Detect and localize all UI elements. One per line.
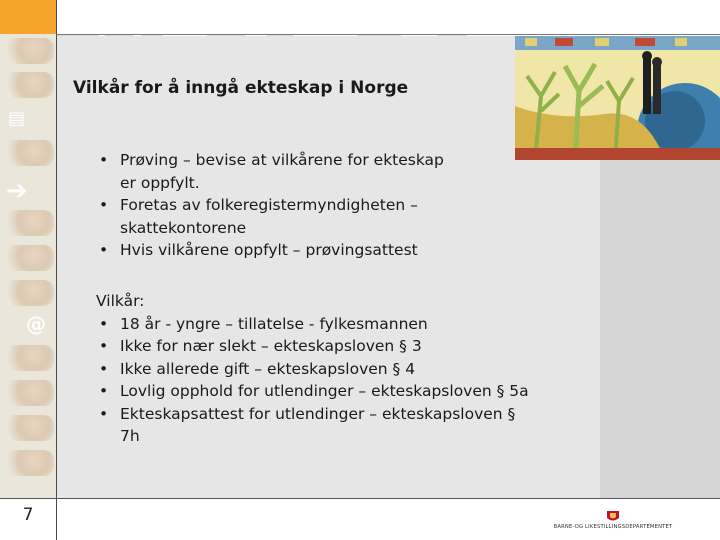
strip-photo [4,345,54,371]
list-item-text: 7h [120,427,140,445]
strip-photo [4,415,54,441]
list-item [96,335,616,358]
strip-photo [4,38,54,64]
bullet: • [99,241,109,259]
bullet: • [99,196,109,214]
conditions-heading: Vilkår: [96,292,145,310]
list-item-text: Lovlig opphold for utlendinger – ekteskapsloven § 5a [120,382,529,400]
conditions-list [96,290,616,448]
divider-bottom [56,498,720,499]
strip-photo [4,380,54,406]
strip-photo [4,450,54,476]
list-item [96,403,616,448]
couple-illustration [515,36,720,160]
bullet: • [99,404,109,423]
ministry-logo [548,510,678,534]
list-item-text: 18 år - yngre – tillatelse - fylkesmannen [120,314,428,333]
norway-coat-of-arms-icon [548,510,678,524]
list-item-text: Foretas av folkeregistermyndigheten – [120,196,418,214]
strip-photo [4,72,54,98]
list-item-text: Ikke for nær slekt – ekteskapsloven § 3 [120,337,422,355]
ministry-name: BARNE-OG LIKESTILLINGSDEPARTEMENTET [553,524,673,530]
page-number: 7 [22,505,34,525]
strip-photo [4,140,54,166]
list-item [96,358,616,381]
right-side-panel [600,160,720,499]
document-icon: ▤ [8,108,26,129]
list-item [96,149,516,194]
bullet-list-proving [96,149,516,262]
bullet: • [99,359,109,378]
strip-photo [4,280,54,306]
list-item [96,380,616,403]
strip-photo [4,210,54,236]
bullet: • [99,151,109,169]
bullet: • [99,382,109,400]
strip-photo [4,245,54,271]
left-photo-strip [0,0,56,540]
at-sign-icon: @ [26,312,46,336]
arrow-right-icon: ➔ [6,176,28,206]
slide-title: Vilkår for å inngå ekteskap i Norge [73,78,409,98]
bullet: • [99,314,109,333]
list-item-text: Ikke allerede gift – ekteskapsloven § 4 [120,359,416,378]
list-item-text: Prøving – bevise at vilkårene for ekteskap [120,151,444,169]
list-item-text: Hvis vilkårene oppfylt – prøvingsattest [120,241,418,259]
list-item-text: Ekteskapsattest for utlendinger – ekteskapsloven § [120,404,516,423]
list-item [96,313,616,336]
list-item [96,194,516,239]
list-item-text: skattekontorene [120,218,247,237]
list-item [96,239,516,262]
orange-accent-block [0,0,56,34]
list-item-text: er oppfylt. [120,173,200,192]
bullet: • [99,337,109,355]
